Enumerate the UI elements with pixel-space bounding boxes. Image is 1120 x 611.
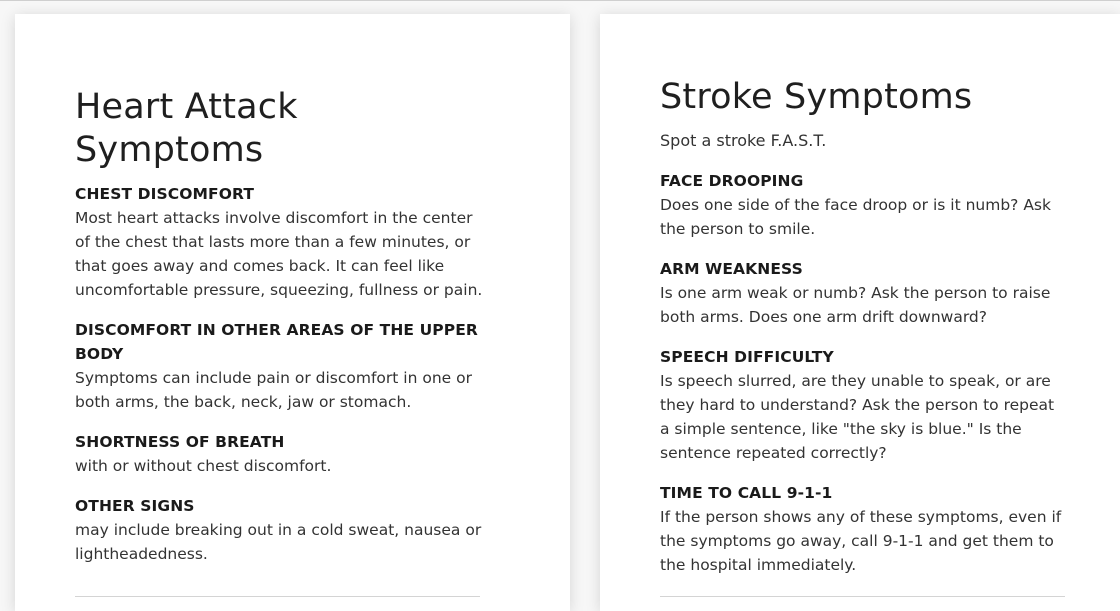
symptom-text: Does one side of the face droop or is it numb? Ask the person to smile. [660, 196, 1051, 238]
symptom-shortness-of-breath [75, 430, 483, 478]
top-border [0, 0, 1120, 1]
card-divider [660, 596, 1065, 597]
stroke-subtitle: Spot a stroke F.A.S.T. [660, 131, 827, 150]
symptom-text: Symptoms can include pain or discomfort in one or both arms, the back, neck, jaw or stomach. [75, 369, 472, 411]
symptom-face-drooping [660, 169, 1064, 241]
symptom-heading: DISCOMFORT IN OTHER AREAS OF THE UPPER BODY [75, 321, 478, 363]
symptom-heading: OTHER SIGNS [75, 497, 195, 515]
symptom-speech-difficulty [660, 345, 1064, 465]
symptom-upper-body-discomfort [75, 318, 483, 414]
symptom-arm-weakness [660, 257, 1064, 329]
heart-attack-card [15, 14, 570, 611]
symptom-heading: FACE DROOPING [660, 172, 804, 190]
symptom-time-to-call [660, 481, 1064, 577]
stroke-symptom-list [660, 169, 1120, 577]
symptom-heading: CHEST DISCOMFORT [75, 185, 255, 203]
symptom-heading: ARM WEAKNESS [660, 260, 803, 278]
heart-attack-title: Heart Attack Symptoms [75, 87, 298, 170]
symptom-chest-discomfort [75, 182, 483, 302]
symptom-text: Is one arm weak or numb? Ask the person to raise both arms. Does one arm drift downward? [660, 284, 1051, 326]
symptom-heading: SPEECH DIFFICULTY [660, 348, 834, 366]
symptom-text: Is speech slurred, are they unable to speak, or are they hard to understand? Ask the person to repeat a simple sentence, like "the sky is blue." Is the sentence repeated correctly? [660, 372, 1055, 462]
symptom-heading: SHORTNESS OF BREATH [75, 433, 285, 451]
stroke-card [600, 14, 1120, 611]
symptom-text: If the person shows any of these symptoms, even if the symptoms go away, call 9-1-1 and get them to the hospital immediately. [660, 508, 1062, 574]
symptom-text: Most heart attacks involve discomfort in the center of the chest that lasts more than a few minutes, or that goes away and comes back. It can feel like uncomfortable pressure, squeezing, fullness or pain. [75, 209, 483, 299]
symptom-heading: TIME TO CALL 9-1-1 [660, 484, 833, 502]
symptom-other-signs [75, 494, 483, 566]
stroke-title: Stroke Symptoms [660, 77, 973, 117]
symptom-text: with or without chest discomfort. [75, 457, 332, 475]
heart-attack-symptom-list [75, 182, 570, 566]
symptom-text: may include breaking out in a cold sweat, nausea or lightheadedness. [75, 521, 482, 563]
card-divider [75, 596, 480, 597]
